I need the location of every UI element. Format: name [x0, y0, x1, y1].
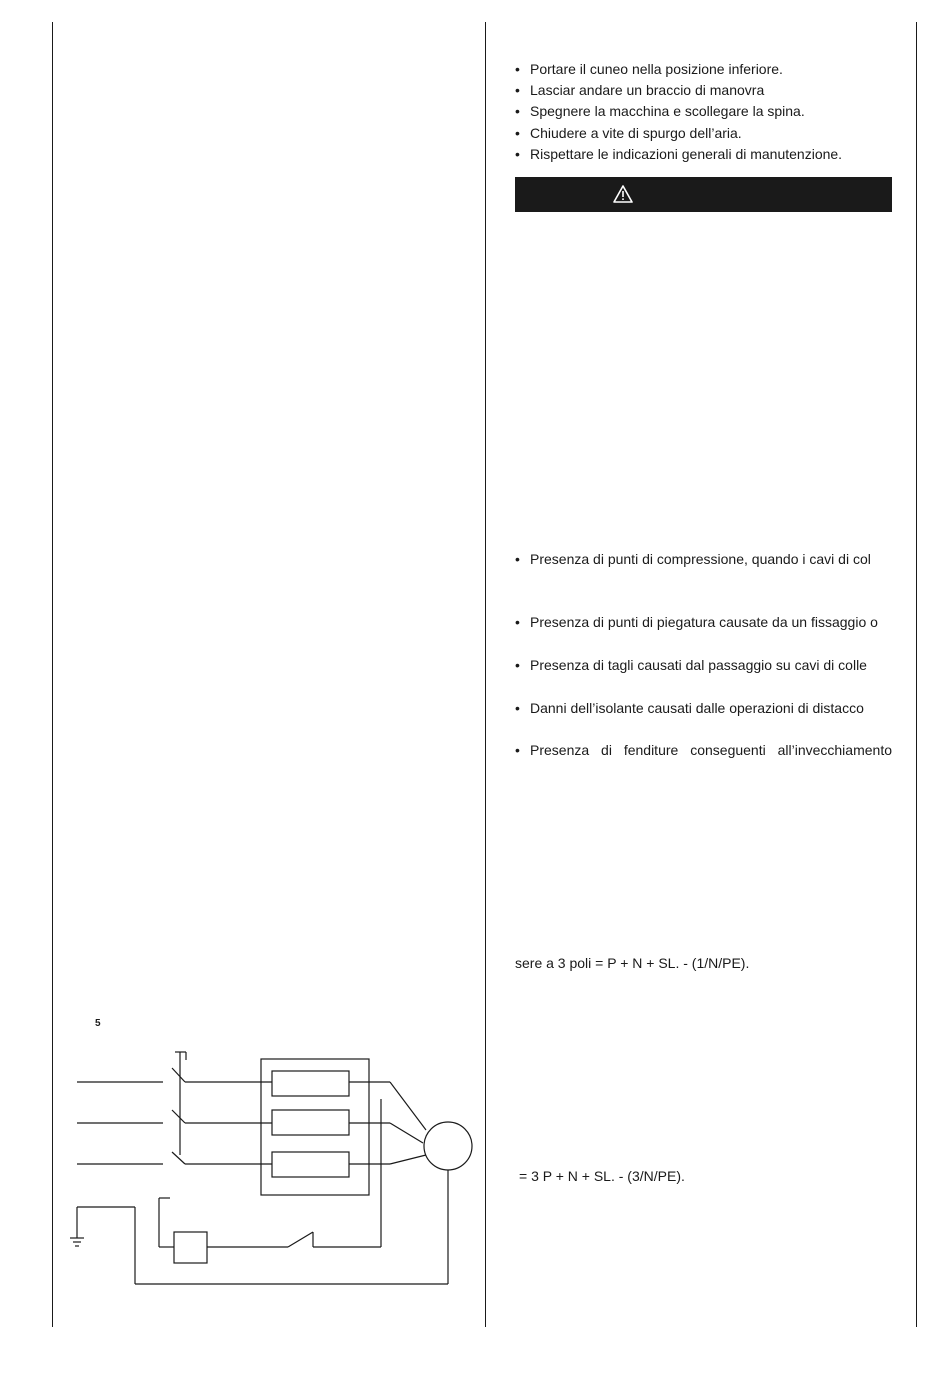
left-margin-rule: [52, 22, 53, 1327]
list-item: • Chiudere a vite di spurgo dell’aria.: [515, 123, 895, 144]
list-item: • Spegnere la macchina e scollegare la spina.: [515, 101, 895, 122]
three-phase-connection-text: = 3 P + N + SL. - (3/N/PE).: [519, 1168, 685, 1184]
right-margin-rule: [916, 22, 917, 1327]
warning-bar: [515, 177, 892, 212]
warning-triangle-icon: [613, 184, 633, 204]
wiring-diagram: [60, 1045, 480, 1295]
check-item: • Presenza di punti di piegatura causate da un fissaggio o: [515, 612, 892, 632]
list-item: • Portare il cuneo nella posizione inferiore.: [515, 59, 895, 80]
list-item: • Rispettare le indicazioni generali di manutenzione.: [515, 144, 895, 165]
column-divider: [485, 22, 486, 1327]
figure-label: 5: [95, 1018, 101, 1029]
check-item: • Presenza di fenditure conseguenti all’invecchiamento: [515, 740, 892, 760]
maintenance-steps-list: [515, 59, 895, 165]
check-item: • Danni dell’isolante causati dalle operazioni di distacco: [515, 698, 892, 718]
check-item: • Presenza di punti di compressione, quando i cavi di col: [515, 549, 892, 569]
single-phase-connection-text: sere a 3 poli = P + N + SL. - (1/N/PE).: [515, 955, 750, 971]
list-item: • Lasciar andare un braccio di manovra: [515, 80, 895, 101]
check-item: • Presenza di tagli causati dal passaggio su cavi di colle: [515, 655, 892, 675]
